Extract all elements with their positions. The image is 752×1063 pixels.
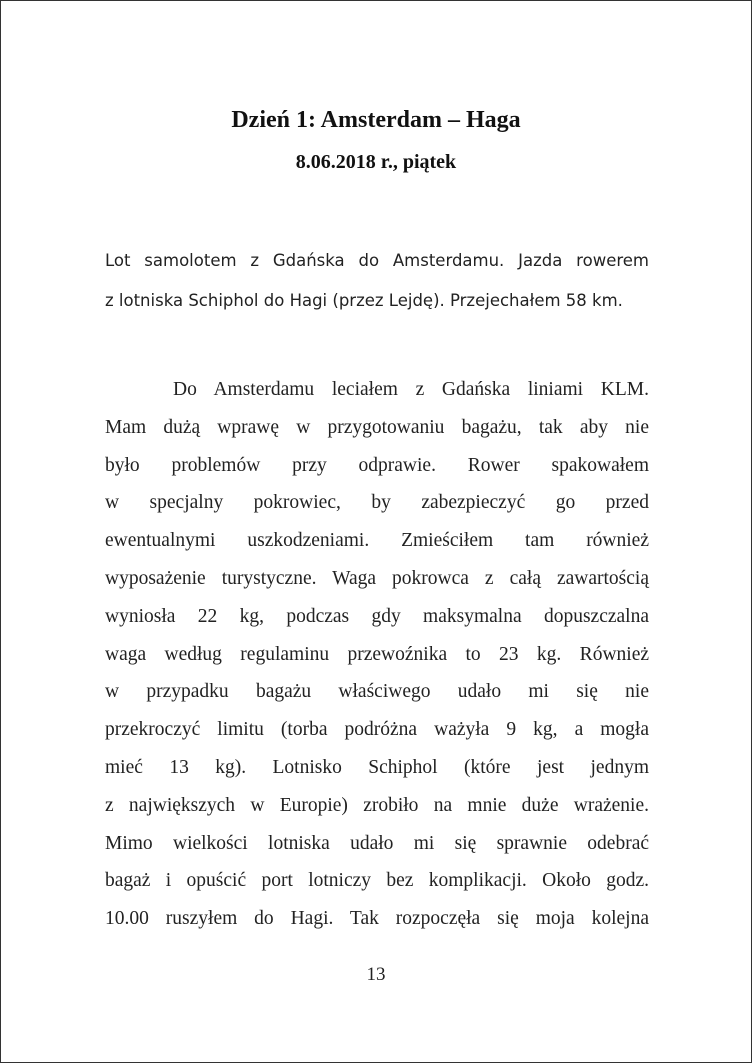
body-line: waga według regulaminu przewoźnika to 23 kg. Również [105, 643, 649, 665]
summary-line: z lotniska Schiphol do Hagi (przez Lejdę). Przejechałem 58 km. [105, 291, 623, 310]
page-number: 13 [366, 964, 386, 985]
body-line: w specjalny pokrowiec, by zabezpieczyć go przed [105, 492, 649, 514]
body-line: wyniosła 22 kg, podczas gdy maksymalna dopuszczalna [105, 605, 649, 627]
chapter-summary [105, 241, 649, 321]
body-line: mieć 13 kg). Lotnisko Schiphol (które jest jednym [105, 756, 649, 778]
body-line: 10.00 ruszyłem do Hagi. Tak rozpoczęła się moja kolejna [105, 908, 649, 930]
body-line: Mimo wielkości lotniska udało mi się sprawnie odebrać [105, 832, 649, 854]
summary-line: Lot samolotem z Gdańska do Amsterdamu. Jazda rowerem [105, 251, 649, 270]
body-line: bagaż i opuścić port lotniczy bez komplikacji. Około godz. [105, 870, 649, 892]
body-line: przekroczyć limitu (torba podróżna ważyła 9 kg, a mogła [105, 719, 649, 741]
body-paragraph [105, 371, 649, 938]
body-line: Mam dużą wprawę w przygotowaniu bagażu, tak aby nie [105, 416, 649, 438]
body-line: w przypadku bagażu właściwego udało mi się nie [105, 681, 649, 703]
chapter-title: Dzień 1: Amsterdam – Haga [231, 107, 521, 133]
body-line: Do Amsterdamu leciałem z Gdańska liniami KLM. [173, 379, 649, 400]
body-line: ewentualnymi uszkodzeniami. Zmieściłem tam również [105, 530, 649, 552]
body-line: było problemów przy odprawie. Rower spakowałem [105, 454, 649, 476]
body-line: wyposażenie turystyczne. Waga pokrowca z całą zawartością [105, 567, 649, 589]
chapter-date: 8.06.2018 r., piątek [295, 151, 457, 173]
body-line: z największych w Europie) zrobiło na mnie duże wrażenie. [105, 794, 649, 816]
